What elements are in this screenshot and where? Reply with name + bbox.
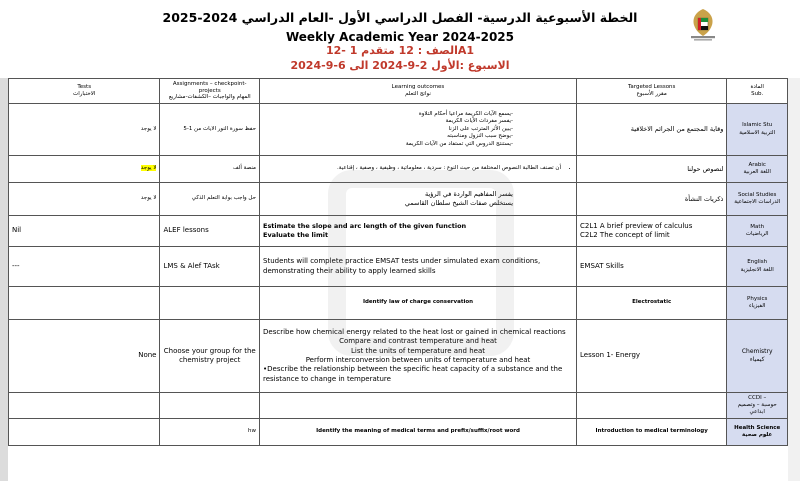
table-row — [9, 419, 788, 446]
table-header-row — [9, 79, 788, 104]
subject-cell: English اللغة الانجليزية — [727, 247, 788, 287]
uae-emblem-icon — [686, 6, 720, 42]
outcomes-cell — [260, 393, 577, 419]
assignments-cell: حفظ سورة النور الايات من 1-5 — [160, 104, 260, 156]
targeted-cell: C2L1 A brief preview of calculus C2L2 The concept of limit — [577, 216, 727, 247]
tests-cell: Nil — [9, 216, 160, 247]
col-assignments-header: Assignments – checkpoint- projects المهام والواجبات –الكشفات-مشاريع — [160, 79, 260, 104]
outcomes-cell: Describe how chemical energy related to the heat lost or gained in chemical reactions Compare and contrast temperature and heat List the units of temperature and heat Perform interconversion between units of temperature and heat •Describe the relationship between the specific heat capacity of a substance and the resistance to change in temperature — [260, 320, 577, 393]
page-title-ar: الخطة الأسبوعية الدرسية- الفصل الدراسي الأول -العام الدراسي 2024-2025 — [162, 10, 638, 25]
table-row — [9, 247, 788, 287]
assignments-cell: LMS & Alef TAsk — [160, 247, 260, 287]
table-row — [9, 287, 788, 320]
table-row — [9, 104, 788, 156]
tests-cell: لا يوجد — [9, 156, 160, 183]
page-title-en: Weekly Academic Year 2024-2025 — [285, 30, 514, 44]
outcomes-cell: Students will complete practice EMSAT tests under simulated exam conditions, demonstrating their ability to apply learned skills — [260, 247, 577, 287]
targeted-cell: ذكريات النشأة — [577, 183, 727, 216]
col-learning-header: Learning outcomes نواتج التعلم — [260, 79, 577, 104]
targeted-cell: Introduction to medical terminology — [577, 419, 727, 446]
table-row — [9, 183, 788, 216]
right-margin — [788, 78, 800, 481]
assignments-cell — [160, 287, 260, 320]
subject-cell: Social Studies الدراسات الاجتماعية — [727, 183, 788, 216]
outcomes-cell: -يسمع الآيات الكريمة مراعيا أحكام التلاوة -يفسر مفردات الآيات الكريمة -يبين الأثر المترتب على الزنا -يوضح سبب النزول ومناسبته -يستنتج الدروس التي تستفاد من الآيات الكريمة — [260, 104, 577, 156]
targeted-cell: Lesson 1- Energy — [577, 320, 727, 393]
assignments-cell: منصة ألف — [160, 156, 260, 183]
table-row — [9, 320, 788, 393]
targeted-cell: Electrostatic — [577, 287, 727, 320]
outcomes-cell: Identify law of charge conservation — [260, 287, 577, 320]
outcomes-cell: Identify the meaning of medical terms and prefix/suffix/root word — [260, 419, 577, 446]
targeted-cell — [577, 393, 727, 419]
outcomes-cell: يفسر المفاهيم الواردة في الرؤية يستخلص صفات الشيخ سلطان القاسمي — [260, 183, 577, 216]
subject-cell: CCDI – حوسبة – وتصميم ابداعي — [727, 393, 788, 419]
subject-cell: Arabic اللغة العربية — [727, 156, 788, 183]
assignments-cell: hw — [160, 419, 260, 446]
table-row — [9, 393, 788, 419]
tests-cell: --- — [9, 247, 160, 287]
subject-cell: Islamic Stu التربية الاسلامية — [727, 104, 788, 156]
subject-cell: Chemistry كيمياء — [727, 320, 788, 393]
outcomes-cell: Estimate the slope and arc length of the given function Evaluate the limit — [260, 216, 577, 247]
targeted-cell: EMSAT Skills — [577, 247, 727, 287]
col-tests-header: Tests الاختبارات — [9, 79, 160, 104]
subject-cell: Health Science علوم صحية — [727, 419, 788, 446]
targeted-cell: لنصوص حولنا — [577, 156, 727, 183]
tests-cell — [9, 419, 160, 446]
tests-cell: لا يوجد — [9, 104, 160, 156]
outcomes-cell: • أن تصنف الطالبة النصوص المختلفة من حيث النوع : سردية ، معلوماتية ، وظيفية ، وصفية ، إقناعية. — [260, 156, 577, 183]
assignments-cell: حل واجب بوابة التعلم الذكي — [160, 183, 260, 216]
table-row — [9, 156, 788, 183]
tests-cell — [9, 287, 160, 320]
col-targeted-header: Targeted Lessons مقرر الأسبوع — [577, 79, 727, 104]
col-subject-header: المادة Sub. — [727, 79, 788, 104]
weekly-plan-table — [8, 78, 788, 446]
tests-cell: لا يوجد — [9, 183, 160, 216]
left-margin — [0, 78, 8, 481]
table-row — [9, 216, 788, 247]
tests-cell: None — [9, 320, 160, 393]
class-line: الصف : 12 متقدم 1 -12A1 — [325, 44, 475, 57]
assignments-cell: ALEF lessons — [160, 216, 260, 247]
page-header — [0, 0, 800, 78]
assignments-cell: Choose your group for the chemistry project — [160, 320, 260, 393]
subject-cell: Physics الفيزياء — [727, 287, 788, 320]
week-line: الاسبوع :الأول 2-9-2024 الى 6-9-2024 — [290, 59, 510, 72]
tests-cell — [9, 393, 160, 419]
subject-cell: Math الرياضيات — [727, 216, 788, 247]
targeted-cell: وقاية المجتمع من الجرائم الاخلاقية — [577, 104, 727, 156]
assignments-cell — [160, 393, 260, 419]
